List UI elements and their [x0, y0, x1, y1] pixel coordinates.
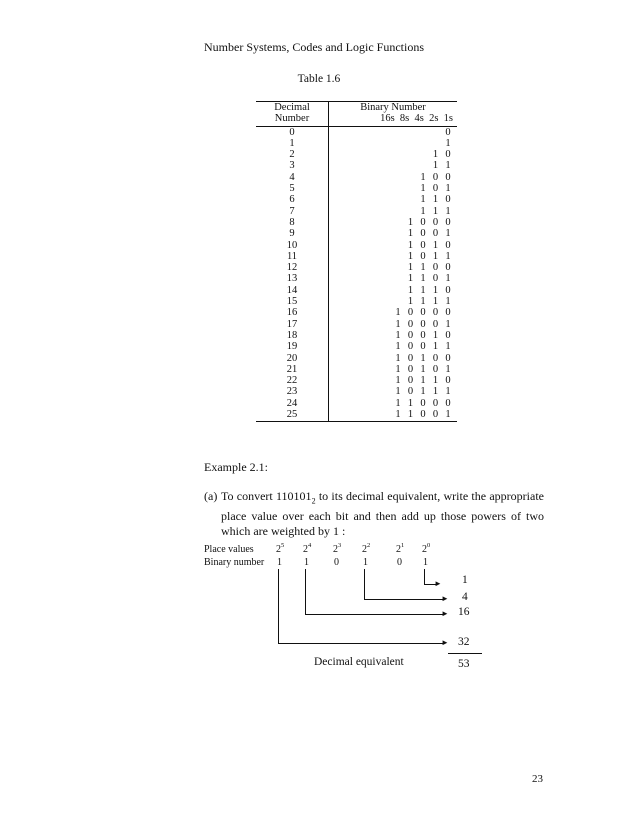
bit-digit: 0: [420, 239, 426, 251]
binary-cell: [329, 307, 458, 318]
table-row: [256, 319, 457, 330]
bit-digit: 0: [445, 307, 451, 319]
table-row: [256, 386, 457, 397]
bit-digit: 1: [395, 352, 401, 364]
bit-digit: 0: [432, 307, 439, 319]
bit-digit: 0: [432, 318, 439, 330]
bit-digit: 1: [395, 341, 401, 353]
bit-digit: 1: [420, 262, 426, 274]
sum-rule: [448, 653, 482, 654]
table-row: [256, 262, 457, 273]
bit-digit: 0: [445, 171, 451, 183]
bit-digit: 1: [395, 329, 401, 341]
bit-digit: 1: [432, 296, 439, 308]
col1-header-line2: Number: [256, 113, 329, 126]
table-row: [256, 285, 457, 296]
bit-digit: 1: [395, 386, 401, 398]
example-title: Example 2.1:: [204, 460, 268, 474]
binary-cell: [329, 251, 458, 262]
bit-digit: 0: [407, 307, 414, 319]
bracket-2-vertical: [364, 569, 365, 599]
decimal-cell: 13: [256, 273, 329, 284]
binary-cell: [329, 172, 458, 183]
bit-digit: 0: [445, 149, 451, 161]
bit-digit: 1: [420, 171, 426, 183]
binary-number-label: Binary number: [204, 557, 265, 568]
place-value: [276, 544, 284, 555]
bit-digit: 1: [420, 194, 426, 206]
table-row: [256, 330, 457, 341]
bit-digit: 1: [420, 273, 426, 285]
item-label: (a): [204, 489, 218, 503]
decimal-cell: 16: [256, 307, 329, 318]
bit-digit: 1: [445, 386, 451, 398]
table-row: [256, 398, 457, 409]
place-value-exponent: 0: [427, 542, 431, 549]
decimal-cell: 23: [256, 386, 329, 397]
binary-bit: 1: [277, 557, 282, 568]
binary-cell: [329, 194, 458, 205]
bracket-4-horizontal: [278, 643, 443, 644]
binary-bit: 1: [423, 557, 428, 568]
bit-digit: 0: [445, 284, 451, 296]
bit-digit: 0: [445, 352, 451, 364]
bit-digit: 0: [407, 341, 414, 353]
decimal-cell: 14: [256, 285, 329, 296]
bit-digit: 0: [420, 250, 426, 262]
table-row: [256, 364, 457, 375]
bit-digit: 1: [445, 205, 451, 217]
bit-digit: 0: [432, 228, 439, 240]
sum-total: 53: [458, 658, 470, 670]
bit-digit: 1: [432, 160, 439, 172]
decimal-cell: 3: [256, 160, 329, 171]
bit-digit: 1: [432, 386, 439, 398]
bracket-1-vertical: [424, 569, 425, 584]
table-row: [256, 341, 457, 352]
sum-term-16: 16: [458, 606, 470, 618]
decimal-cell: 17: [256, 319, 329, 330]
bit-digit: 0: [445, 375, 451, 387]
bit-digit: 1: [395, 363, 401, 375]
bit-digit: 0: [432, 363, 439, 375]
bit-digit: 1: [395, 409, 401, 421]
table-row: [256, 409, 457, 422]
bit-digit: 1: [432, 194, 439, 206]
bit-digit: 0: [445, 216, 451, 228]
table-row: [256, 251, 457, 262]
bit-digit: 1: [432, 341, 439, 353]
bit-digit: 1: [445, 363, 451, 375]
decimal-cell: 10: [256, 240, 329, 251]
decimal-cell: 19: [256, 341, 329, 352]
bit-digit: 1: [407, 284, 414, 296]
page-number: 23: [532, 773, 543, 785]
decimal-cell: 20: [256, 353, 329, 364]
binary-table: [256, 101, 457, 422]
bracket-2-horizontal: [364, 599, 443, 600]
bit-digit: 1: [395, 318, 401, 330]
bracket-1-arrow: ►: [434, 579, 442, 588]
binary-cell: [329, 386, 458, 397]
bit-digit: 0: [445, 397, 451, 409]
bit-digit: 1: [407, 239, 414, 251]
decimal-cell: 2: [256, 149, 329, 160]
place-value-exponent: 3: [338, 542, 342, 549]
table-row: [256, 217, 457, 228]
decimal-cell: 11: [256, 251, 329, 262]
sum-term-4: 4: [462, 591, 468, 603]
binary-cell: [329, 206, 458, 217]
decimal-cell: 9: [256, 228, 329, 239]
decimal-cell: 0: [256, 126, 329, 138]
running-header: Number Systems, Codes and Logic Functions: [204, 40, 424, 54]
binary-cell: [329, 319, 458, 330]
bit-digit: 1: [407, 250, 414, 262]
place-value-base: 2: [422, 544, 427, 555]
place-value-base: 2: [303, 544, 308, 555]
place-value-exponent: 4: [308, 542, 312, 549]
bit-digit: 1: [395, 375, 401, 387]
bit-digit: 0: [445, 329, 451, 341]
bit-digit: 0: [420, 341, 426, 353]
bit-digit: 0: [432, 171, 439, 183]
binary-cell: [329, 217, 458, 228]
table-row: [256, 183, 457, 194]
table-row: [256, 375, 457, 386]
sum-term-1: 1: [462, 574, 468, 586]
decimal-cell: 5: [256, 183, 329, 194]
table-row: [256, 194, 457, 205]
bit-digit: 1: [445, 137, 451, 149]
binary-cell: [329, 262, 458, 273]
bit-digit: 1: [420, 183, 426, 195]
bit-digit: 0: [445, 239, 451, 251]
binary-bit: 0: [334, 557, 339, 568]
bracket-3-vertical: [305, 569, 306, 614]
binary-cell: [329, 273, 458, 284]
bracket-3-arrow: ►: [441, 609, 449, 618]
bit-digit: 1: [432, 250, 439, 262]
text-before-subscript: To convert 110101: [221, 489, 312, 503]
bit-digit: 0: [420, 228, 426, 240]
bit-digit: 1: [407, 296, 414, 308]
bit-digit: 0: [420, 329, 426, 341]
binary-bit: 1: [363, 557, 368, 568]
binary-cell: [329, 285, 458, 296]
binary-cell: [329, 160, 458, 171]
binary-cell: [329, 240, 458, 251]
bit-digit: 0: [420, 397, 426, 409]
bit-digit: 1: [432, 284, 439, 296]
bit-digit: 1: [432, 329, 439, 341]
bit-digit: 1: [407, 409, 414, 421]
table-row: [256, 307, 457, 318]
bit-digit: 1: [407, 273, 414, 285]
decimal-cell: 1: [256, 138, 329, 149]
place-value: [303, 544, 311, 555]
table-row: [256, 206, 457, 217]
bit-digit: 1: [445, 160, 451, 172]
place-value-exponent: 5: [281, 542, 285, 549]
binary-cell: [329, 296, 458, 307]
decimal-cell: 22: [256, 375, 329, 386]
binary-cell: [329, 330, 458, 341]
bit-digit: 0: [432, 262, 439, 274]
table-row: [256, 149, 457, 160]
bit-digit: 1: [432, 375, 439, 387]
bit-digit: 0: [407, 352, 414, 364]
bit-digit: 1: [420, 375, 426, 387]
table-row: [256, 126, 457, 138]
bracket-4-vertical: [278, 569, 279, 643]
bit-digit: 1: [420, 352, 426, 364]
bit-digit: 0: [432, 273, 439, 285]
table-row: [256, 296, 457, 307]
decimal-cell: 12: [256, 262, 329, 273]
bit-digit: 0: [407, 386, 414, 398]
place-value-base: 2: [362, 544, 367, 555]
bit-digit: 0: [432, 409, 439, 421]
binary-cell: [329, 353, 458, 364]
place-value: [362, 544, 370, 555]
bit-digit: 1: [420, 296, 426, 308]
bit-digit: 1: [420, 205, 426, 217]
col2-header-line1: Binary Number: [329, 102, 458, 114]
bracket-3-horizontal: [305, 614, 443, 615]
bit-digit: 0: [445, 262, 451, 274]
decimal-cell: 25: [256, 409, 329, 422]
base-subscript: 2: [311, 496, 316, 506]
binary-cell: [329, 375, 458, 386]
table-row: [256, 240, 457, 251]
binary-cell: [329, 126, 458, 138]
table-row: [256, 172, 457, 183]
binary-cell: [329, 149, 458, 160]
table-caption: Table 1.6: [297, 73, 341, 85]
col1-header-line1: Decimal: [256, 102, 329, 114]
decimal-cell: 8: [256, 217, 329, 228]
place-value: [333, 544, 341, 555]
place-value-base: 2: [276, 544, 281, 555]
bit-digit: 1: [445, 409, 451, 421]
bit-digit: 1: [407, 397, 414, 409]
place-values-label: Place values: [204, 544, 254, 555]
example-paragraph: [204, 489, 544, 540]
table-row: [256, 353, 457, 364]
sum-term-32: 32: [458, 636, 470, 648]
example-text: [221, 489, 544, 540]
bit-digit: 0: [407, 375, 414, 387]
bit-digit: 1: [432, 149, 439, 161]
col2-header-line2: 16s 8s 4s 2s 1s: [329, 113, 458, 126]
binary-bit: 1: [304, 557, 309, 568]
bit-digit: 0: [420, 216, 426, 228]
place-value-base: 2: [333, 544, 338, 555]
place-value-base: 2: [396, 544, 401, 555]
binary-cell: [329, 364, 458, 375]
decimal-cell: 21: [256, 364, 329, 375]
decimal-cell: 4: [256, 172, 329, 183]
bit-digit: 0: [407, 329, 414, 341]
bit-digit: 1: [407, 262, 414, 274]
bit-digit: 0: [420, 318, 426, 330]
place-value: [396, 544, 404, 555]
bit-digit: 0: [420, 307, 426, 319]
bit-digit: 1: [432, 239, 439, 251]
decimal-cell: 6: [256, 194, 329, 205]
binary-cell: [329, 341, 458, 352]
bit-digit: 1: [395, 397, 401, 409]
bit-digit: 0: [432, 183, 439, 195]
bit-digit: 1: [445, 250, 451, 262]
bit-digit: 1: [445, 273, 451, 285]
decimal-cell: 24: [256, 398, 329, 409]
binary-cell: [329, 398, 458, 409]
decimal-cell: 7: [256, 206, 329, 217]
bit-digit: 0: [432, 352, 439, 364]
table-row: [256, 228, 457, 239]
table-body: [256, 126, 457, 422]
bit-digit: 1: [445, 228, 451, 240]
place-value-exponent: 2: [367, 542, 371, 549]
bit-digit: 1: [445, 296, 451, 308]
text-after-subscript: to its decimal equivalent, write the appropriate place value over each bit and then add up those powers of two which are weighted by 1 :: [221, 489, 544, 539]
table-row: [256, 273, 457, 284]
bit-digit: 1: [420, 386, 426, 398]
decimal-equivalent-label: Decimal equivalent: [314, 656, 404, 668]
binary-cell: [329, 183, 458, 194]
table-row: [256, 160, 457, 171]
bit-digit: 1: [445, 183, 451, 195]
binary-cell: [329, 409, 458, 422]
bit-digit: 0: [432, 216, 439, 228]
bit-digit: 1: [432, 205, 439, 217]
decimal-cell: 18: [256, 330, 329, 341]
bit-digit: 0: [432, 397, 439, 409]
bit-digit: 0: [445, 126, 451, 138]
binary-cell: [329, 228, 458, 239]
decimal-cell: 15: [256, 296, 329, 307]
bit-digit: 0: [407, 363, 414, 375]
binary-cell: [329, 138, 458, 149]
bracket-2-arrow: ►: [441, 594, 449, 603]
binary-bit: 0: [397, 557, 402, 568]
bit-digit: 0: [407, 318, 414, 330]
bit-digit: 1: [407, 228, 414, 240]
bit-digit: 1: [407, 216, 414, 228]
place-value: [422, 544, 430, 555]
bit-digit: 0: [445, 194, 451, 206]
bit-digit: 0: [420, 409, 426, 421]
table-row: [256, 138, 457, 149]
bit-digit: 1: [395, 307, 401, 319]
bracket-4-arrow: ►: [441, 638, 449, 647]
bit-digit: 1: [420, 363, 426, 375]
place-value-exponent: 1: [401, 542, 405, 549]
bit-digit: 1: [420, 284, 426, 296]
bit-digit: 1: [445, 318, 451, 330]
bit-digit: 1: [445, 341, 451, 353]
